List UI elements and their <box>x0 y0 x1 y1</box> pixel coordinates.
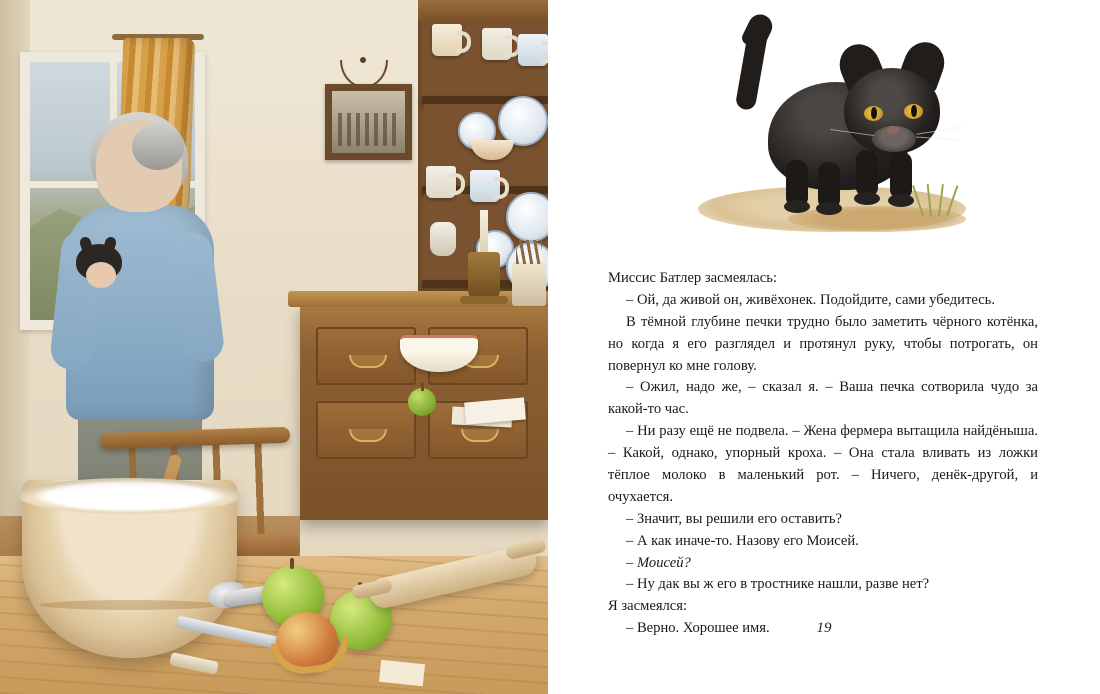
kitten-front-leg-left <box>856 150 878 196</box>
kitten-paw-4 <box>888 194 914 207</box>
candle <box>480 210 488 254</box>
kitten-nose <box>887 126 899 134</box>
drawer-handle-3 <box>349 429 387 442</box>
woman-hand <box>86 262 116 288</box>
candlestick-base <box>460 296 508 304</box>
grass-tuft <box>920 182 960 216</box>
mug-5 <box>470 170 500 202</box>
black-kitten-illustration <box>668 10 998 240</box>
apple-stem-1 <box>290 558 294 569</box>
mug-2 <box>482 28 512 60</box>
woman-hair-bun <box>132 124 184 170</box>
paragraph-6: – Значит, вы решили его оставить? <box>626 510 843 527</box>
kitchen-illustration <box>0 0 548 694</box>
kitten-front-leg-right <box>890 152 912 198</box>
plate-1 <box>498 96 548 146</box>
photograph-image <box>332 91 405 153</box>
paragraph-10: Я засмеялся: <box>608 598 688 615</box>
utensil-pot <box>512 262 546 306</box>
paper-scrap <box>379 660 425 686</box>
paragraph-11: – Верно. Хорошее имя. <box>626 620 770 637</box>
paragraph-4: – Ожил, надо же, – сказал я. – Ваша печка сотворила чудо за какой-то час. <box>608 379 1038 418</box>
picture-hook <box>360 57 366 63</box>
mug-3 <box>518 34 548 66</box>
left-page <box>0 0 548 694</box>
story-text <box>608 268 1038 640</box>
paragraph-8: – Моисей? <box>626 554 691 571</box>
apple-on-sideboard <box>408 388 436 416</box>
paragraph-3: В тёмной глубине печки трудно было заметить чёрного котёнка, но когда я его разглядел и протянул руку, чтобы потрогать, он повернул ко мне голову. <box>608 313 1038 374</box>
kitten-paw-2 <box>816 202 842 215</box>
page-number: 19 <box>816 620 832 636</box>
mixing-bowl-band <box>40 600 220 610</box>
sideboard-top <box>288 291 548 307</box>
paragraph-9: – Ну дак вы ж его в тростнике нашли, разве нет? <box>626 576 930 593</box>
mug-4 <box>426 166 456 198</box>
kitten-pupil-left <box>871 107 877 119</box>
mixing-bowl-rim <box>18 478 240 514</box>
paragraph-1: Миссис Батлер засмеялась: <box>608 270 777 286</box>
paragraph-2: – Ой, да живой он, живёхонек. Подойдите, сами убедитесь. <box>626 291 995 308</box>
drawer-3 <box>316 401 416 459</box>
jug-1 <box>430 222 456 256</box>
paragraph-5: – Ни разу ещё не подвела. – Жена фермера вытащила найдёныша. – Какой, однако, упорный кроха. – Она стала вливать из ложки тёплое молоко в маленький рот. – Ничего, денёк-другой, и очухается. <box>608 423 1038 505</box>
mug-1 <box>432 24 462 56</box>
paragraph-7: – А как иначе-то. Назову его Моисей. <box>626 532 859 549</box>
photograph-figures <box>338 113 399 145</box>
kitten-paw-1 <box>784 200 810 213</box>
plate-3 <box>506 192 548 242</box>
drawer-handle-1 <box>349 355 387 368</box>
candlestick <box>468 252 500 300</box>
right-page <box>548 0 1100 694</box>
kitten-pupil-right <box>911 105 917 117</box>
kitten-paw-3 <box>854 192 880 205</box>
dresser-cornice <box>418 0 548 22</box>
drawer-handle-4 <box>461 429 499 442</box>
framed-photograph <box>325 84 412 160</box>
